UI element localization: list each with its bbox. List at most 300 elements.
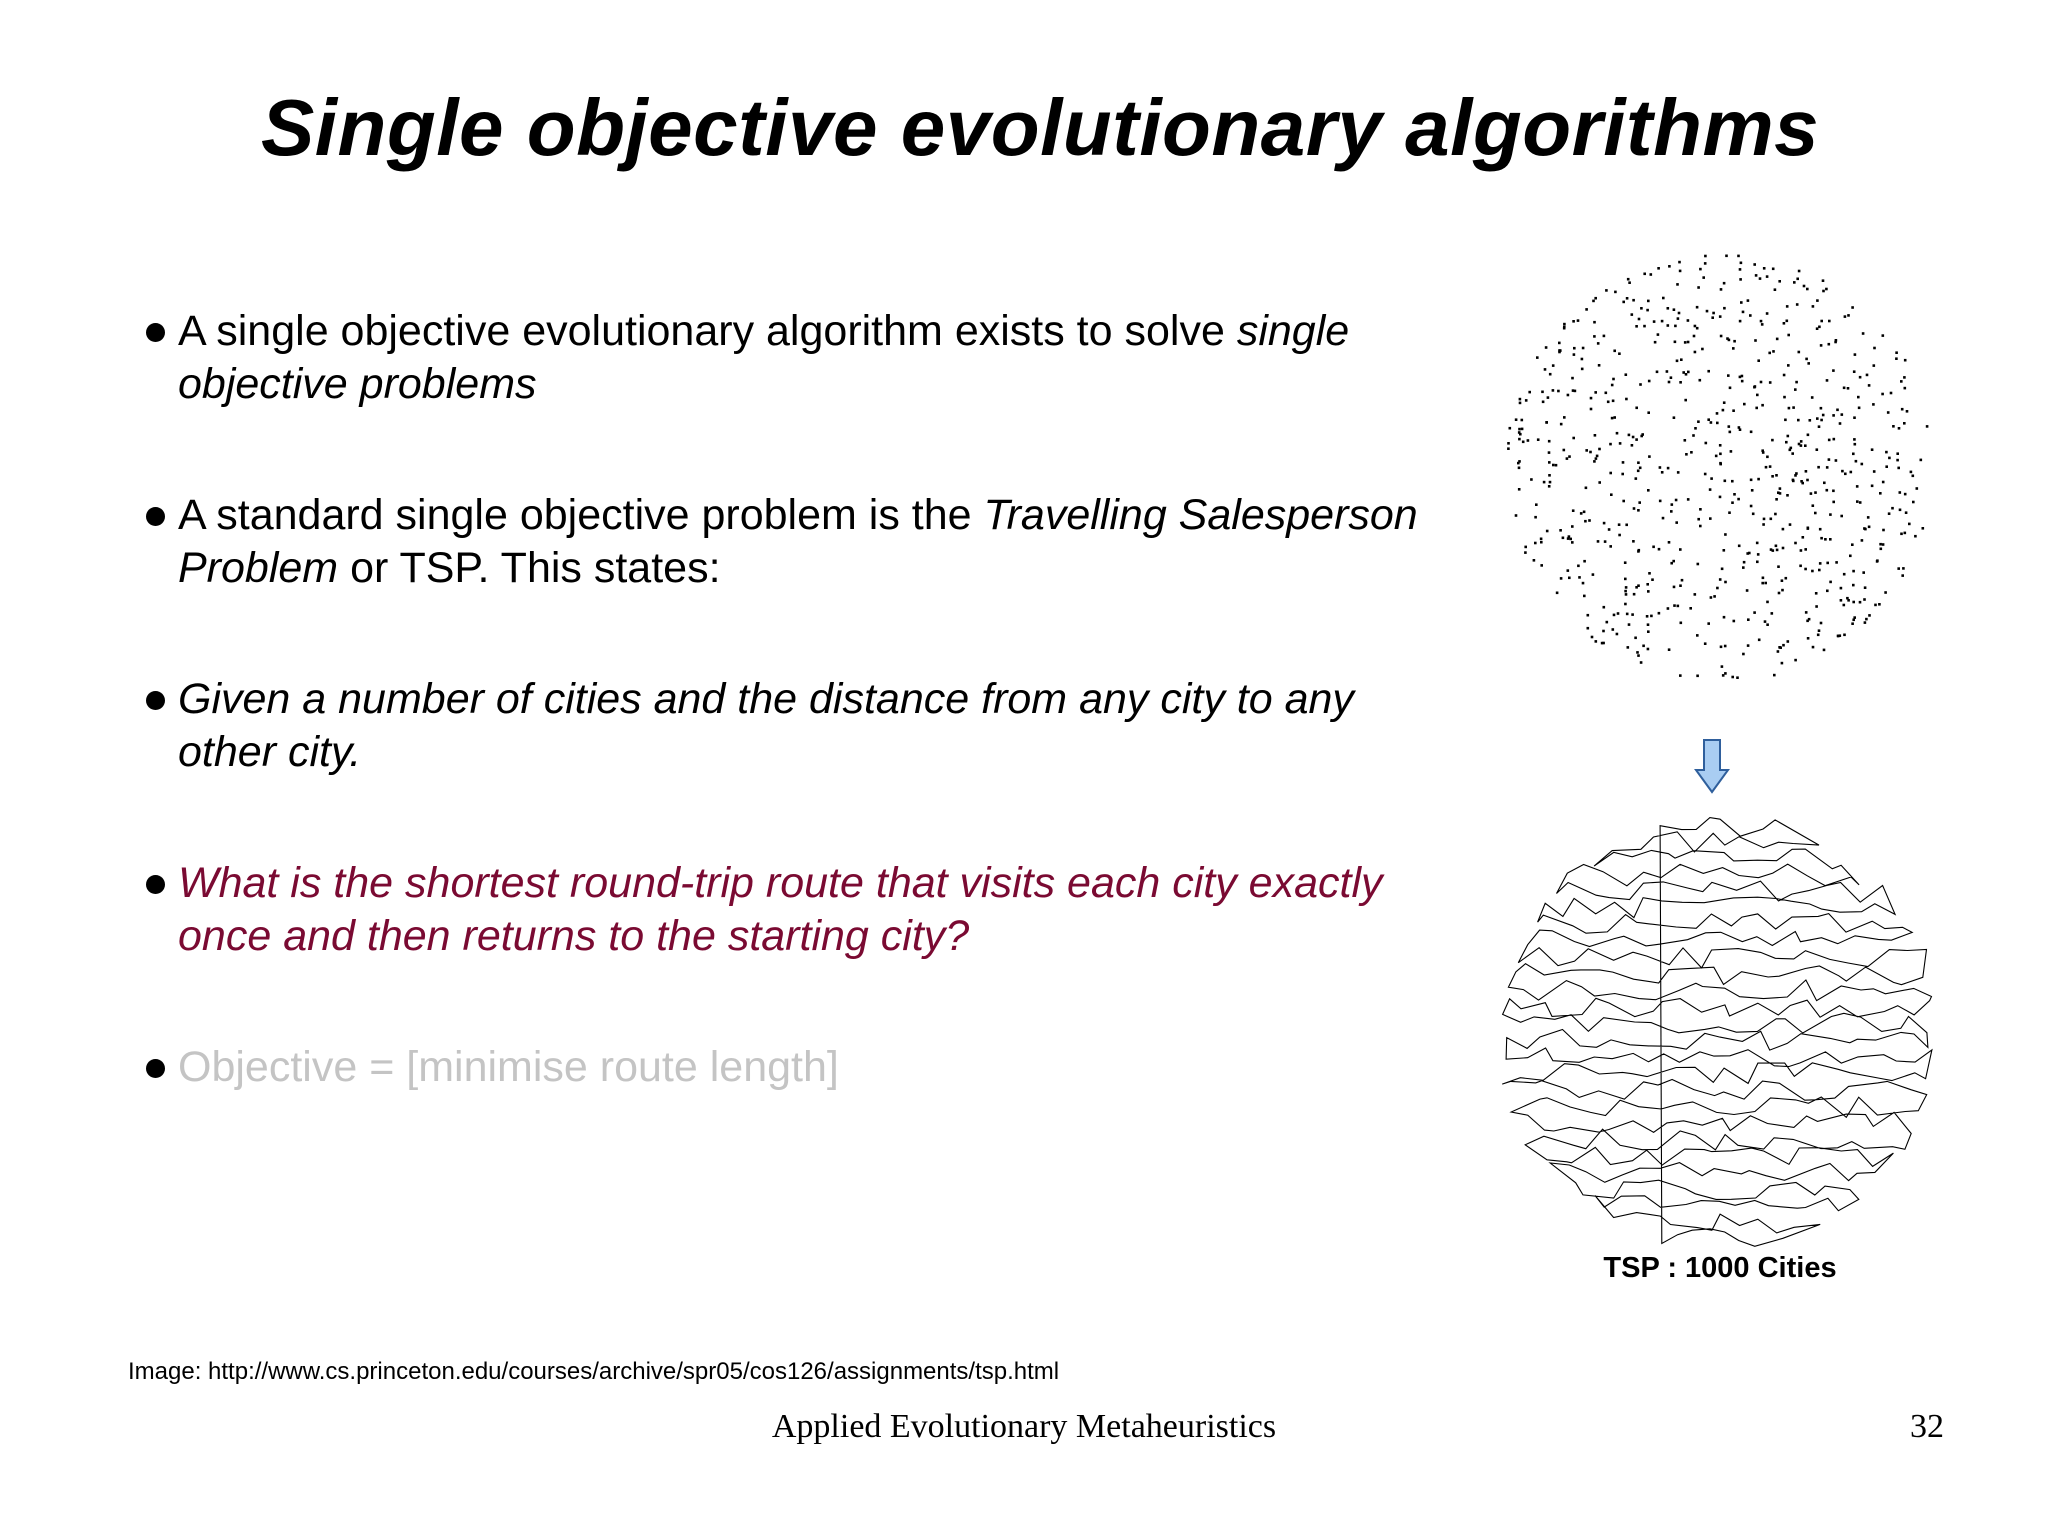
city-point [1540,538,1543,541]
city-point [1719,315,1722,318]
city-point [1680,622,1683,625]
city-point [1626,613,1629,616]
city-point [1618,534,1621,537]
city-point [1515,514,1518,517]
city-point [1721,665,1724,668]
city-point [1771,612,1774,615]
city-point [1914,535,1917,538]
city-point [1723,401,1726,404]
city-point [1606,621,1609,624]
city-point [1820,407,1823,410]
city-point [1873,347,1876,350]
city-point [1895,357,1898,360]
city-point [1650,615,1653,618]
city-point [1679,674,1682,677]
city-point [1662,297,1665,300]
city-point [1819,562,1822,565]
city-point [1818,569,1821,572]
city-point [1543,481,1546,484]
city-point [1795,472,1798,475]
city-point [1808,618,1811,621]
city-point [1699,268,1702,271]
city-point [1832,501,1835,504]
city-point [1809,419,1812,422]
city-point [1724,533,1727,536]
city-point [1701,348,1704,351]
city-point [1507,442,1510,445]
city-point [1547,396,1550,399]
city-point [1548,451,1551,454]
city-point [1640,307,1643,310]
city-point [1768,352,1771,355]
page-number: 32 [1910,1408,1944,1445]
city-point [1673,586,1676,589]
city-point [1861,539,1864,542]
city-point [1756,394,1759,397]
city-point [1797,419,1800,422]
city-point [1591,636,1594,639]
city-point [1747,644,1750,647]
city-point [1798,443,1801,446]
city-point [1782,547,1785,550]
city-point [1667,467,1670,470]
city-point [1724,672,1727,675]
city-point [1786,320,1789,323]
city-point [1804,548,1807,551]
bullet-text: What is the shortest round-trip route that visits each city exactly once and then returns to the starting city? [178,859,1383,960]
city-point [1725,255,1728,258]
city-point [1771,475,1774,478]
tsp-cities-image [1468,242,1968,692]
city-point [1697,286,1700,289]
city-point [1534,542,1537,545]
city-point [1716,412,1719,415]
city-point [1540,541,1543,544]
city-point [1785,441,1788,444]
city-point [1582,347,1585,350]
city-point [1673,308,1676,311]
city-point [1618,523,1621,526]
city-point [1598,481,1601,484]
city-point [1661,320,1664,323]
city-point [1908,523,1911,526]
city-point [1571,541,1574,544]
city-point [1789,523,1792,526]
city-point [1642,645,1645,648]
city-point [1737,498,1740,501]
city-point [1816,327,1819,330]
city-point [1800,440,1803,443]
city-point [1871,485,1874,488]
city-point [1826,379,1829,382]
city-point [1922,527,1925,530]
city-point [1814,512,1817,515]
city-point [1647,623,1650,626]
city-point [1612,400,1615,403]
city-point [1926,425,1929,428]
city-point [1905,511,1908,514]
city-point [1647,630,1650,633]
city-point [1585,449,1588,452]
city-point [1530,478,1533,481]
city-point [1549,373,1552,376]
city-point [1852,584,1855,587]
city-point [1595,640,1598,643]
city-point [1720,646,1723,649]
city-point [1738,545,1741,548]
city-point [1654,341,1657,344]
city-point [1826,466,1829,469]
city-point [1873,470,1876,473]
city-point [1687,319,1690,322]
city-point [1583,560,1586,563]
city-point [1833,438,1836,441]
city-point [1885,451,1888,454]
city-point [1572,437,1575,440]
city-point [1740,262,1743,265]
city-point [1705,442,1708,445]
city-point [1828,439,1831,442]
city-point [1910,471,1913,474]
city-point [1854,353,1857,356]
city-point [1625,524,1628,527]
bullet-dot [146,691,165,710]
city-point [1637,654,1640,657]
city-point [1631,313,1634,316]
city-point [1710,596,1713,599]
city-point [1802,536,1805,539]
city-point [1699,525,1702,528]
city-point [1882,334,1885,337]
city-point [1874,604,1877,607]
city-point [1901,408,1904,411]
city-point [1617,612,1620,615]
city-point [1612,628,1615,631]
city-point [1756,561,1759,564]
city-point [1839,634,1842,637]
city-point [1895,351,1898,354]
bullet-dot [146,323,165,342]
city-point [1582,582,1585,585]
city-point [1605,392,1608,395]
city-point [1676,360,1679,363]
city-point [1603,522,1606,525]
city-point [1569,538,1572,541]
city-point [1633,593,1636,596]
city-point [1852,453,1855,456]
city-point [1680,358,1683,361]
city-point [1912,501,1915,504]
city-point [1677,471,1680,474]
city-point [1555,464,1558,467]
city-point [1779,487,1782,490]
city-point [1832,490,1835,493]
city-point [1546,530,1549,533]
city-point [1740,301,1743,304]
city-point [1647,300,1650,303]
city-point [1760,381,1763,384]
city-point [1816,299,1819,302]
city-point [1611,417,1614,420]
city-point [1774,288,1777,291]
city-point [1820,622,1823,625]
city-point [1719,578,1722,581]
city-point [1605,289,1608,292]
city-point [1817,466,1820,469]
city-point [1843,604,1846,607]
city-point [1843,573,1846,576]
city-point [1602,642,1605,645]
city-point [1899,491,1902,494]
city-point [1863,598,1866,601]
city-point [1752,513,1755,516]
city-point [1690,451,1693,454]
city-point [1639,467,1642,470]
city-point [1544,368,1547,371]
city-point [1820,344,1823,347]
city-point [1749,314,1752,317]
city-point [1632,436,1635,439]
city-point [1624,578,1627,581]
city-point [1710,421,1713,424]
city-point [1783,322,1786,325]
city-point [1853,416,1856,419]
city-point [1777,565,1780,568]
city-point [1737,255,1740,258]
city-point [1844,473,1847,476]
bullet-text-italic: single objective problems [178,307,1350,408]
city-point [1681,579,1684,582]
city-point [1781,589,1784,592]
city-point [1795,381,1798,384]
city-point [1625,373,1628,376]
city-point [1618,352,1621,355]
city-point [1755,274,1758,277]
city-point [1643,325,1646,328]
image-credit: Image: http://www.cs.princeton.edu/courses/archive/spr05/cos126/assignments/tsp.html [128,1358,1060,1385]
city-point [1571,377,1574,380]
city-point [1622,461,1625,464]
city-point [1609,545,1612,548]
city-point [1762,577,1765,580]
city-point [1756,542,1759,545]
city-point [1580,512,1583,515]
city-point [1687,371,1690,374]
city-point [1851,306,1854,309]
city-point [1864,528,1867,531]
city-point [1583,511,1586,514]
city-point [1559,529,1562,532]
city-point [1572,389,1575,392]
city-point [1783,396,1786,399]
city-point [1799,565,1802,568]
city-point [1823,649,1826,652]
city-point [1635,438,1638,441]
city-point [1757,553,1760,556]
city-point [1682,371,1685,374]
city-point [1729,387,1732,390]
city-point [1650,273,1653,276]
city-point [1594,297,1597,300]
city-point [1661,471,1664,474]
city-point [1731,501,1734,504]
city-point [1822,414,1825,417]
city-point [1741,380,1744,383]
city-point [1679,584,1682,587]
city-point [1742,311,1745,314]
city-point [1796,278,1799,281]
city-point [1542,401,1545,404]
city-point [1862,571,1865,574]
city-point [1588,519,1591,522]
city-point [1534,516,1537,519]
city-point [1720,288,1723,291]
city-point [1847,387,1850,390]
city-point [1560,577,1563,580]
city-point [1627,646,1630,649]
city-point [1720,335,1723,338]
city-point [1818,326,1821,329]
city-point [1528,391,1531,394]
city-point [1792,479,1795,482]
city-point [1792,406,1795,409]
city-point [1646,615,1649,618]
city-point [1787,435,1790,438]
city-point [1853,370,1856,373]
city-point [1868,526,1871,529]
city-point [1798,270,1801,273]
city-point [1841,470,1844,473]
city-point [1857,396,1860,399]
city-point [1711,316,1714,319]
city-point [1739,278,1742,281]
city-point [1552,364,1555,367]
city-point [1552,389,1555,392]
city-point [1794,659,1797,662]
city-point [1856,485,1859,488]
city-point [1878,603,1881,606]
city-point [1631,444,1634,447]
city-point [1577,565,1580,568]
city-point [1592,300,1595,303]
city-point [1785,577,1788,580]
city-point [1739,376,1742,379]
city-point [1704,255,1707,258]
city-point [1668,265,1671,268]
city-point [1920,459,1923,462]
city-point [1743,561,1746,564]
city-point [1563,416,1566,419]
city-point [1900,533,1903,536]
city-point [1724,480,1727,483]
city-point [1832,369,1835,372]
city-point [1757,478,1760,481]
city-point [1674,325,1677,328]
city-point [1872,403,1875,406]
city-point [1750,505,1753,508]
city-point [1730,450,1733,453]
city-point [1818,629,1821,632]
city-point [1667,307,1670,310]
city-point [1805,470,1808,473]
city-point [1636,651,1639,654]
city-point [1541,391,1544,394]
city-point [1641,433,1644,436]
city-point [1849,555,1852,558]
city-point [1733,620,1736,623]
city-point [1527,439,1530,442]
bullet-text: Objective = [minimise route length] [178,1043,839,1091]
city-point [1815,605,1818,608]
city-point [1884,591,1887,594]
city-point [1826,590,1829,593]
city-point [1697,420,1700,423]
city-point [1647,411,1650,414]
city-point [1828,343,1831,346]
city-point [1675,499,1678,502]
city-point [1902,567,1905,570]
city-point [1892,425,1895,428]
city-point [1826,489,1829,492]
city-point [1536,356,1539,359]
city-point [1593,321,1596,324]
city-point [1647,489,1650,492]
city-point [1562,537,1565,540]
city-point [1782,644,1785,647]
city-point [1689,607,1692,610]
city-point [1723,549,1726,552]
city-point [1584,520,1587,523]
city-point [1816,448,1819,451]
footer-title: Applied Evolutionary Metaheuristics [771,1408,1277,1445]
city-point [1589,451,1592,454]
city-point [1670,562,1673,565]
city-point [1679,381,1682,384]
city-point [1772,350,1775,353]
city-point [1739,268,1742,271]
city-point [1638,549,1641,552]
city-point [1879,543,1882,546]
city-point [1716,587,1719,590]
city-point [1731,676,1734,679]
city-point [1673,416,1676,419]
city-point [1829,513,1832,516]
city-point [1853,616,1856,619]
city-point [1719,453,1722,456]
city-point [1724,581,1727,584]
bullet-text: A standard single objective problem is the [178,491,984,539]
city-point [1585,308,1588,311]
bullet-text-italic: Travelling Salesperson Problem [178,491,1418,592]
city-point [1763,267,1766,270]
city-point [1509,427,1512,430]
city-point [1637,509,1640,512]
city-point [1864,586,1867,589]
city-point [1775,545,1778,548]
city-point [1757,359,1760,362]
city-point [1727,374,1730,377]
city-point [1592,573,1595,576]
city-point [1820,537,1823,540]
city-point [1603,335,1606,338]
city-point [1537,438,1540,441]
city-point [1904,532,1907,535]
city-point [1587,614,1590,617]
city-point [1766,312,1769,315]
city-point [1595,457,1598,460]
city-point [1518,467,1521,470]
city-point [1662,517,1665,520]
